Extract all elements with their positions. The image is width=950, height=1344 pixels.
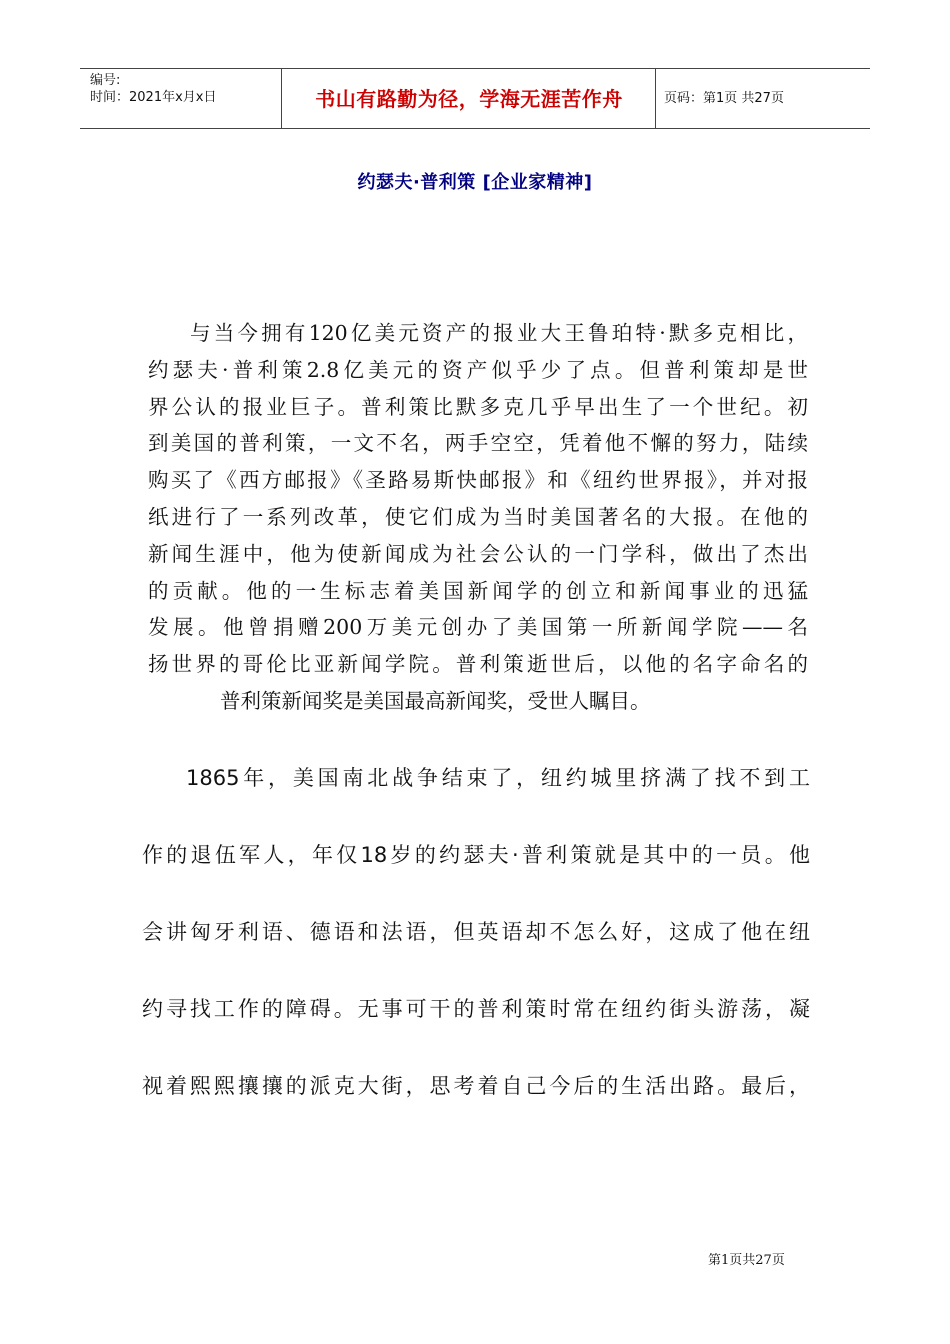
intro-line: 扬世界的哥伦比亚新闻学院。普利策逝世后，以他的名字命名的 <box>148 652 808 677</box>
intro-line: 与当今拥有120亿美元资产的报业大王鲁珀特·默多克相比， <box>190 321 808 345</box>
intro-line: 到美国的普利策，一文不名，两手空空，凭着他不懈的努力，陆续 <box>148 431 808 456</box>
header-divider-right <box>655 68 656 128</box>
body-line: 1865年，美国南北战争结束了，纽约城里挤满了找不到工 <box>186 766 810 790</box>
header-time-label: 时间：2021年x月x日 <box>90 90 217 105</box>
header-bottom-rule <box>80 128 870 129</box>
body-line: 视着熙熙攘攘的派克大街，思考着自己今后的生活出路。最后， <box>142 1074 810 1098</box>
body-paragraph <box>142 740 810 1125</box>
header-meta <box>90 72 275 106</box>
header-divider-left <box>281 68 282 128</box>
intro-line: 约瑟夫·普利策2.8亿美元的资产似乎少了点。但普利策却是世 <box>148 357 808 382</box>
intro-line: 发展。他曾捐赠200万美元创办了美国第一所新闻学院——名 <box>148 615 808 640</box>
intro-line: 的贡献。他的一生标志着美国新闻学的创立和新闻事业的迅猛 <box>148 578 808 603</box>
header-number-label: 编号: <box>90 73 121 88</box>
body-line: 会讲匈牙利语、德语和法语，但英语却不怎么好，这成了他在纽 <box>142 920 810 944</box>
header-top-rule <box>80 68 870 69</box>
footer-page-info: 第1页共27页 <box>708 1253 785 1268</box>
header-page-info: 页码：第1页 共27页 <box>664 91 784 106</box>
intro-line: 普利策新闻奖是美国最高新闻奖，受世人瞩目。 <box>220 688 651 713</box>
document-title: 约瑟夫·普利策 [企业家精神] <box>357 172 593 193</box>
body-line: 约寻找工作的障碍。无事可干的普利策时常在纽约街头游荡，凝 <box>142 997 810 1021</box>
body-line: 作的退伍军人，年仅18岁的约瑟夫·普利策就是其中的一员。他 <box>142 843 810 867</box>
header-motto: 书山有路勤为径，学海无涯苦作舟 <box>315 87 623 111</box>
intro-line: 纸进行了一系列改革，使它们成为当时美国著名的大报。在他的 <box>148 504 808 529</box>
intro-line: 购买了《西方邮报》《圣路易斯快邮报》和《纽约世界报》，并对报 <box>148 468 808 493</box>
intro-line: 新闻生涯中，他为使新闻成为社会公认的一门学科，做出了杰出 <box>148 541 808 566</box>
intro-paragraph <box>148 315 808 720</box>
intro-line: 界公认的报业巨子。普利策比默多克几乎早出生了一个世纪。初 <box>148 394 808 419</box>
